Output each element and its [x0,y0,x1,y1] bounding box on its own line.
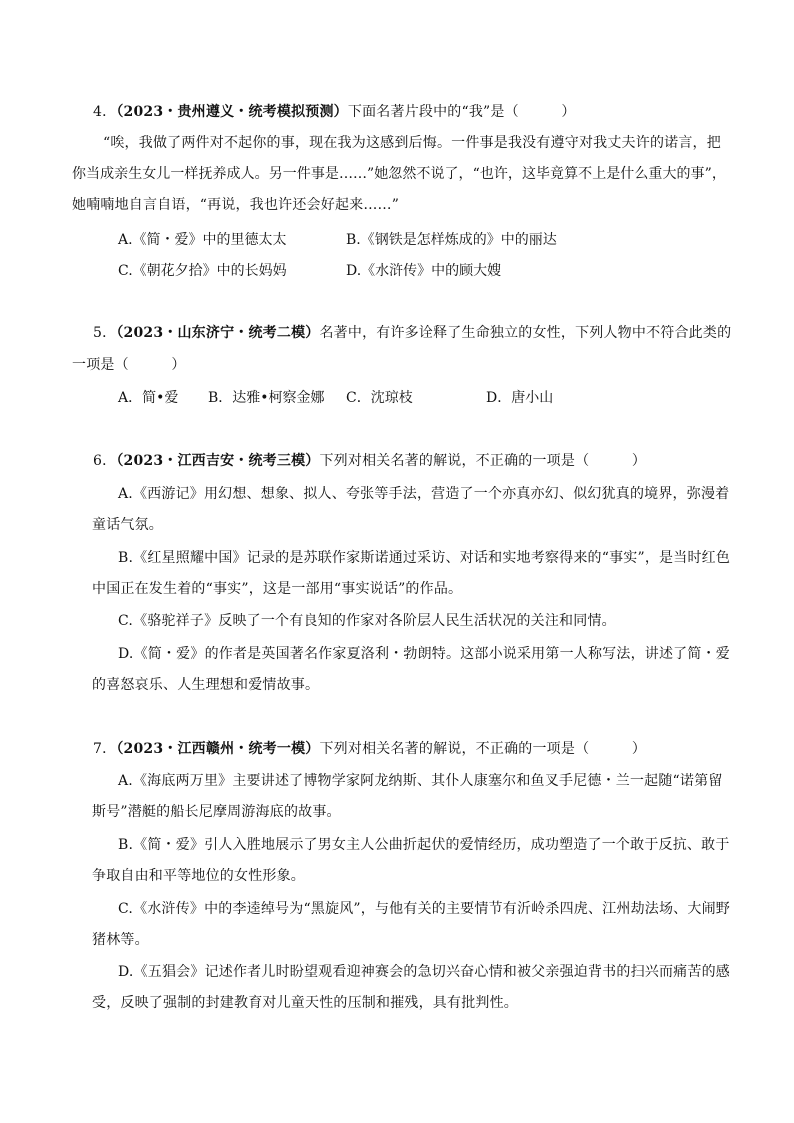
question-source: （2023・江西吉安・统考三模） [116,453,320,469]
option-a-continued: 斯号”潜艇的船长尼摩周游海底的故事。 [92,804,341,820]
option-c-continued: 猪林等。 [92,932,149,948]
question-number: 4． [93,104,117,120]
option-b: B.《红星照耀中国》记录的是苏联作家斯诺通过采访、对话和实地考察得来的“事实”，是当时红色 [118,550,731,566]
question-stem: 下列对相关名著的解说，不正确的一项是（ ） [319,453,647,469]
question-source: （2023・贵州遵义・统考模拟预测） [116,104,348,120]
option-a: A.《西游记》用幻想、想象、拟人、夸张等手法，营造了一个亦真亦幻、似幻犹真的境界，弥漫着 [118,486,730,502]
option-d-continued: 的喜怒哀乐、人生理想和爱情故事。 [92,677,320,693]
question-source: （2023・山东济宁・统考二模） [116,325,320,341]
question-7-header [93,740,646,758]
option-b: B．达雅•柯察金娜 [208,390,325,406]
question-5-header [93,324,731,342]
option-b-continued: 中国正在发生着的“事实”，这是一部用“事实说话”的作品。 [92,581,463,597]
option-c: C.《水浒传》中的李逵绰号为“黑旋风”，与他有关的主要情节有沂岭杀四虎、江州劫法场、大闹野 [118,901,730,917]
option-c: C.《朝花夕拾》中的长妈妈 [118,263,287,279]
passage-line: 你当成亲生女儿一样抚养成人。另一件事是……”她忽然不说了，“也许，这毕竟算不上是什么重大的事”， [72,166,726,182]
option-b-continued: 争取自由和平等地位的女性形象。 [92,868,305,884]
option-a: A.《海底两万里》主要讲述了博物学家阿龙纳斯、其仆人康塞尔和鱼叉手尼德・兰一起随“诺第留 [118,773,723,789]
question-stem: 名著中，有许多诠释了生命独立的女性，下列人物中不符合此类的 [319,325,732,341]
question-number: 5． [93,325,117,341]
question-source: （2023・江西赣州・统考一模） [116,741,320,757]
option-d: D．唐小山 [486,390,554,406]
option-c: C.《骆驼祥子》反映了一个有良知的作家对各阶层人民生活状况的关注和同情。 [118,613,616,629]
option-b: B.《简・爱》引人入胜地展示了男女主人公曲折起伏的爱情经历，成功塑造了一个敢于反抗、敢于 [118,837,730,853]
option-a-continued: 童话气氛。 [92,517,163,533]
question-stem: 下面名著片段中的“我”是（ ） [347,104,576,120]
question-stem-continued: 一项是（ ） [72,357,186,373]
option-d: D.《简・爱》的作者是英国著名作家夏洛利・勃朗特。这部小说采用第一人称写法，讲述了简・爱 [118,646,730,662]
option-c: C．沈琼枝 [346,390,413,406]
passage-line: 她喃喃地自言自语，“再说，我也许还会好起来……” [72,197,400,213]
option-d-continued: 受，反映了强制的封建教育对儿童天性的压制和摧残，具有批判性。 [92,995,518,1011]
option-d: D.《五猖会》记述作者儿时盼望观看迎神赛会的急切兴奋心情和被父亲强迫背书的扫兴而痛苦的感 [118,964,730,980]
question-number: 6． [93,453,117,469]
question-number: 7． [93,741,117,757]
option-a: A．简•爱 [118,390,179,406]
question-4-header [93,103,576,121]
question-stem: 下列对相关名著的解说，不正确的一项是（ ） [319,741,647,757]
option-d: D.《水浒传》中的顾大嫂 [346,263,502,279]
question-6-header [93,452,646,470]
option-a: A.《简・爱》中的里德太太 [118,232,287,248]
option-b: B.《钢铁是怎样炼成的》中的丽达 [346,232,557,248]
passage-line: “唉，我做了两件对不起你的事，现在我为这感到后悔。一件事是我没有遵守对我丈夫许的诺言，把 [103,135,721,151]
